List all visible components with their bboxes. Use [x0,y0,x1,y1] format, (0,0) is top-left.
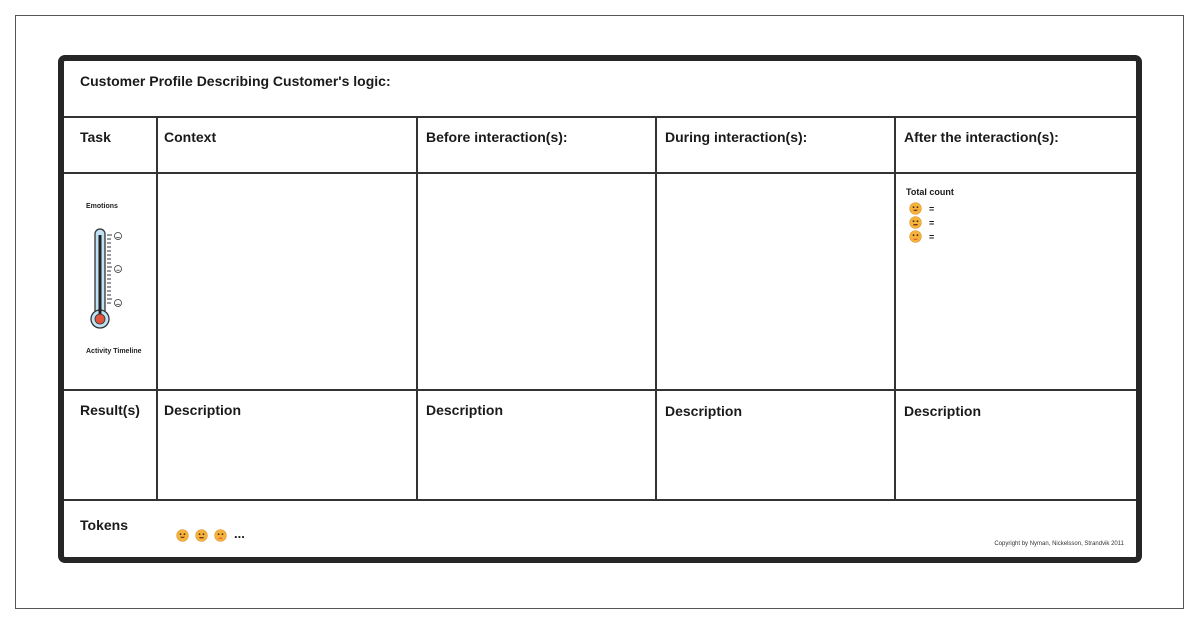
during-header: During interaction(s): [665,129,808,145]
divider-header [64,116,1136,118]
tokens-ellipsis: ... [234,526,245,541]
neutral-emoji-icon [909,216,922,229]
divider-context [416,116,418,500]
before-header: Before interaction(s): [426,129,568,145]
context-description: Description [164,402,242,418]
smile-face-icon [115,233,122,240]
context-header: Context [164,129,217,145]
during-description: Description [665,403,743,419]
total-count-label: Total count [906,187,954,197]
before-description: Description [426,402,504,418]
happy-emoji-icon [909,202,922,215]
count-row-sad [909,230,934,243]
count-row-neutral [909,216,934,229]
count-row-happy [909,202,934,215]
results-header: Result(s) [80,402,140,418]
divider-before [655,116,657,500]
thermometer-icon [88,221,128,333]
count-value-sad: = [929,231,935,242]
activity-timeline-label: Activity Timeline [86,348,142,355]
divider-during [894,116,896,500]
canvas-title: Customer Profile Describing Customer's logic: [80,73,391,89]
divider-results [64,499,1136,501]
divider-column-headers [64,172,1136,174]
neutral-face-icon [115,266,122,273]
sad-emoji-icon [909,230,922,243]
happy-emoji-icon [176,529,189,542]
divider-task [156,116,158,500]
sad-emoji-icon [214,529,227,542]
emotions-label: Emotions [86,203,118,210]
count-value-happy: = [929,203,935,214]
sad-face-icon [115,300,122,307]
after-description: Description [904,403,982,419]
after-header: After the interaction(s): [904,129,1059,145]
copyright-text: Copyright by Nyman, Nickelsson, Strandvik 2011 [994,541,1124,547]
divider-body [64,389,1136,391]
tokens-label: Tokens [80,517,128,533]
tokens-row [176,528,245,543]
neutral-emoji-icon [195,529,208,542]
customer-profile-canvas [58,55,1142,563]
task-header: Task [80,129,111,145]
count-value-neutral: = [929,217,935,228]
